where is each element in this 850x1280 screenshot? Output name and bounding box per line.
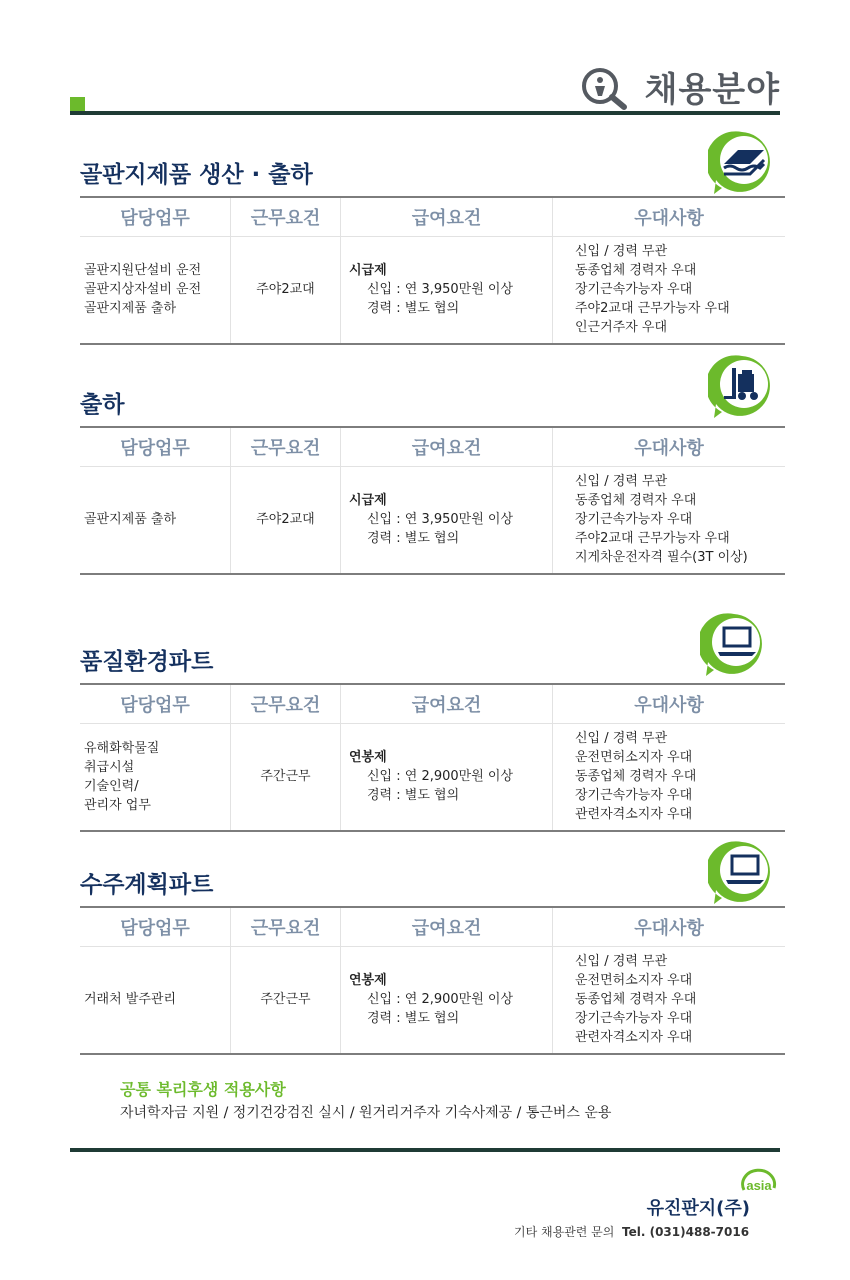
preference-item: 동종업체 경력자 우대 (575, 263, 697, 279)
pay-cell (341, 467, 553, 574)
duty-item: 골판지제품 출하 (84, 512, 177, 528)
preference-cell (553, 237, 786, 344)
welfare-title: 공통 복리후생 적용사항 (120, 1080, 286, 1099)
col-header-duty: 담당업무 (80, 427, 231, 467)
duty-item: 취급시설 (84, 759, 135, 775)
preference-item: 주야2교대 근무가능자 우대 (575, 301, 730, 317)
preference-item: 지게차운전자격 필수(3T 이상) (575, 550, 748, 566)
preference-item: 장기근속가능자 우대 (575, 282, 693, 298)
duty-item: 거래처 발주관리 (84, 992, 177, 1008)
duty-item: 기술인력/ (84, 778, 139, 794)
job-table (80, 683, 785, 832)
col-header-condition: 근무요건 (231, 427, 341, 467)
company-name: 유진판지(주) (646, 1198, 750, 1219)
welfare-text: 자녀학자금 지원 / 정기건강검진 실시 / 원거리거주자 기숙사제공 / 통근버스 운용 (120, 1105, 612, 1121)
duty-cell (80, 724, 231, 831)
contact-info (514, 1223, 749, 1240)
preference-item: 신입 / 경력 무관 (575, 731, 668, 747)
col-header-preference: 우대사항 (553, 684, 786, 724)
preference-cell (553, 724, 786, 831)
pay-line: 신입 : 연 2,900만원 이상 (367, 769, 514, 785)
preference-item: 신입 / 경력 무관 (575, 244, 668, 260)
job-table (80, 426, 785, 575)
pay-type: 연봉제 (349, 750, 387, 766)
preference-item: 주야2교대 근무가능자 우대 (575, 531, 730, 547)
col-header-duty: 담당업무 (80, 197, 231, 237)
laptop-icon (700, 610, 768, 678)
duty-cell (80, 947, 231, 1054)
contact-label: 기타 채용관련 문의 (514, 1225, 615, 1239)
section-title: 출하 (80, 392, 125, 418)
col-header-duty: 담당업무 (80, 684, 231, 724)
duty-item: 관리자 업무 (84, 797, 151, 813)
job-table (80, 906, 785, 1055)
duty-item: 골판지원단설비 운전 (84, 263, 202, 279)
duty-cell (80, 467, 231, 574)
col-header-preference: 우대사항 (553, 197, 786, 237)
preference-item: 인근거주자 우대 (575, 320, 668, 336)
pay-line: 신입 : 연 3,950만원 이상 (367, 512, 514, 528)
col-header-pay: 급여요건 (341, 427, 553, 467)
header-rule (70, 111, 780, 115)
preference-item: 운전면허소지자 우대 (575, 750, 693, 766)
pay-line: 경력 : 별도 협의 (367, 531, 460, 547)
pay-cell (341, 237, 553, 344)
col-header-duty: 담당업무 (80, 907, 231, 947)
preference-item: 장기근속가능자 우대 (575, 788, 693, 804)
condition-cell: 주간근무 (231, 724, 341, 831)
col-header-condition: 근무요건 (231, 907, 341, 947)
pay-line: 신입 : 연 3,950만원 이상 (367, 282, 514, 298)
header-accent (70, 97, 85, 111)
preference-item: 동종업체 경력자 우대 (575, 769, 697, 785)
footer-rule (70, 1148, 780, 1152)
preference-cell (553, 947, 786, 1054)
job-table (80, 196, 785, 345)
condition-cell: 주간근무 (231, 947, 341, 1054)
col-header-condition: 근무요건 (231, 197, 341, 237)
pay-type: 연봉제 (349, 973, 387, 989)
preference-cell (553, 467, 786, 574)
pay-line: 신입 : 연 2,900만원 이상 (367, 992, 514, 1008)
laptop-icon (708, 838, 776, 906)
duty-item: 골판지상자설비 운전 (84, 282, 202, 298)
preference-item: 동종업체 경력자 우대 (575, 493, 697, 509)
section-title: 수주계획파트 (80, 872, 214, 898)
duty-item: 유해화학물질 (84, 740, 160, 756)
forklift-icon (708, 352, 776, 420)
preference-item: 장기근속가능자 우대 (575, 512, 693, 528)
search-person-icon (580, 66, 628, 110)
pay-type: 시급제 (349, 263, 387, 279)
preference-item: 관련자격소지자 우대 (575, 807, 693, 823)
col-header-condition: 근무요건 (231, 684, 341, 724)
contact-phone: Tel. (031)488-7016 (622, 1225, 750, 1239)
col-header-preference: 우대사항 (553, 427, 786, 467)
logo-text: asia (746, 1178, 772, 1193)
preference-item: 동종업체 경력자 우대 (575, 992, 697, 1008)
corrugated-board-icon (708, 128, 776, 196)
page-title: 채용분야 (644, 70, 780, 110)
preference-item: 신입 / 경력 무관 (575, 474, 668, 490)
pay-cell (341, 947, 553, 1054)
preference-item: 운전면허소지자 우대 (575, 973, 693, 989)
pay-line: 경력 : 별도 협의 (367, 788, 460, 804)
preference-item: 장기근속가능자 우대 (575, 1011, 693, 1027)
preference-item: 신입 / 경력 무관 (575, 954, 668, 970)
pay-line: 경력 : 별도 협의 (367, 1011, 460, 1027)
duty-cell (80, 237, 231, 344)
section-title: 골판지제품 생산 · 출하 (80, 162, 313, 188)
condition-cell: 주야2교대 (231, 237, 341, 344)
section-title: 품질환경파트 (80, 649, 214, 675)
preference-item: 관련자격소지자 우대 (575, 1030, 693, 1046)
condition-cell: 주야2교대 (231, 467, 341, 574)
col-header-pay: 급여요건 (341, 907, 553, 947)
pay-cell (341, 724, 553, 831)
duty-item: 골판지제품 출하 (84, 301, 177, 317)
col-header-pay: 급여요건 (341, 197, 553, 237)
col-header-preference: 우대사항 (553, 907, 786, 947)
pay-line: 경력 : 별도 협의 (367, 301, 460, 317)
col-header-pay: 급여요건 (341, 684, 553, 724)
pay-type: 시급제 (349, 493, 387, 509)
